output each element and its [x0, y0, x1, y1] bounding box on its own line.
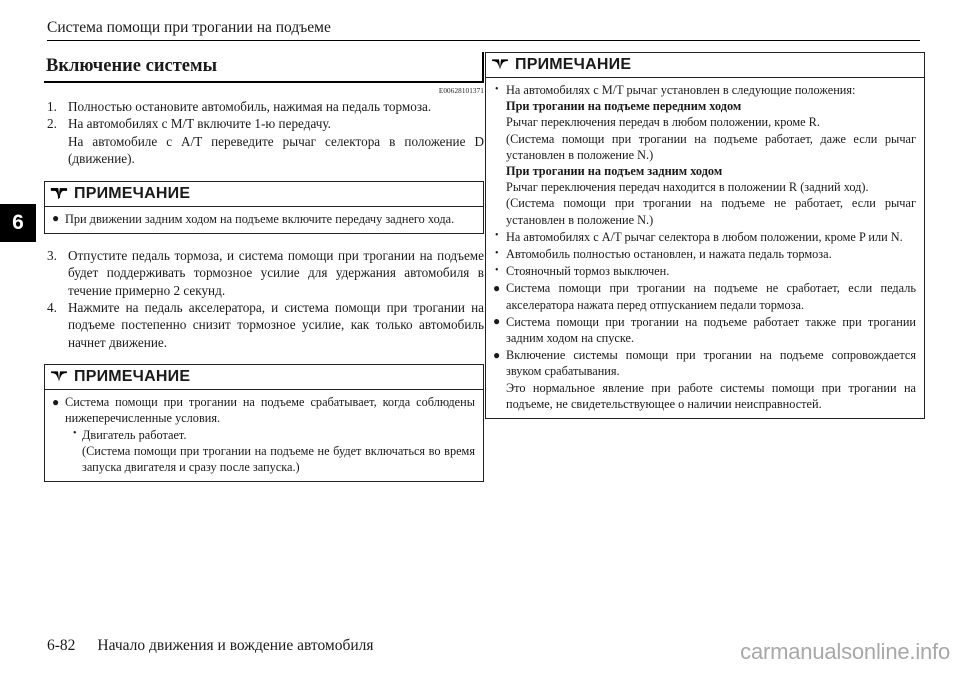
bullet-marker: ● [52, 394, 60, 409]
note-item-text-continued: Это нормальное явление при работе системы помощи при трогании на подъеме, не свидетельствующее о наличии неисправностей. [506, 380, 916, 411]
note-item-detail: Рычаг переключения передач находится в положении R (задний ход). [506, 180, 869, 195]
open-book-icon [50, 187, 68, 201]
steps-list-part-one [44, 98, 484, 168]
list-item [73, 427, 475, 476]
footer-page-number: 6-82 [47, 637, 76, 654]
step-number: 2. [47, 116, 57, 132]
note-item-text: Стояночный тормоз выключен. [506, 264, 670, 279]
note-box-body [45, 207, 483, 233]
left-column [44, 52, 484, 482]
note-item-text: Система помощи при трогании на подъеме не сработает, если педаль акселератора нажата перед отпусканием педали тормоза. [506, 281, 916, 312]
note-box-operating-conditions [485, 52, 925, 419]
running-header-title: Система помощи при трогании на подъеме [47, 19, 331, 36]
note-item-detail: (Система помощи при трогании на подъеме не работает, если рычаг установлен в положение N.) [506, 196, 916, 227]
bullet-marker: ● [52, 211, 60, 226]
right-column [485, 52, 925, 419]
note-item-subheading: При трогании на подъем задним ходом [506, 164, 723, 179]
step-text: Нажмите на педаль акселератора, и система помощи при трогании на подъеме постепенно снизит тормозное усилие, как только автомобиль начнет движение. [68, 300, 484, 350]
chapter-tab-marker [0, 204, 36, 242]
page-footer [47, 636, 374, 655]
list-item [44, 115, 484, 167]
note-item-text: На автомобилях с A/T рычаг селектора в любом положении, кроме P или N. [506, 229, 903, 244]
note-box-title: ПРИМЕЧАНИЕ [74, 184, 191, 202]
open-book-icon [50, 370, 68, 384]
note-item-text: Система помощи при трогании на подъеме работает также при трогании задним ходом на спуске. [506, 314, 916, 346]
list-item [492, 347, 916, 412]
note-box-body [486, 78, 924, 418]
bullet-marker: • [495, 230, 499, 242]
note-item-text: Включение системы помощи при трогании на подъеме сопровождается звуком срабатывания. [506, 348, 916, 379]
list-item [44, 299, 484, 351]
note-sub-item-list [65, 427, 475, 476]
footer-chapter-title: Начало движения и вождение автомобиля [97, 637, 374, 654]
note-item-text: Система помощи при трогании на подъеме срабатывает, когда соблюдены нижеперечисленные условия. [65, 395, 475, 426]
list-item [51, 211, 475, 227]
bullet-marker: • [495, 247, 499, 259]
step-text: Полностью остановите автомобиль, нажимая на педаль тормоза. [68, 99, 432, 114]
section-heading: Включение системы [46, 56, 218, 76]
section-heading-block [44, 52, 484, 83]
bullet-marker: ● [493, 347, 501, 362]
page-header [47, 18, 920, 41]
note-box-title-bar [486, 53, 924, 78]
open-book-icon [491, 58, 509, 72]
note-item-subheading: При трогании на подъеме передним ходом [506, 99, 742, 114]
spacer [44, 234, 484, 245]
note-sub-item-text: Двигатель работает. [82, 427, 187, 442]
step-number: 3. [47, 247, 57, 263]
note-box-reverse-gear [44, 181, 484, 234]
note-item-detail: Рычаг переключения передач в любом положении, кроме R. [506, 115, 820, 130]
note-sub-item-text-continued: (Система помощи при трогании на подъеме не будет включаться во время запуска двигателя и сразу после запуска.) [82, 443, 475, 475]
list-item [492, 280, 916, 312]
step-text-continued: На автомобиле с A/T переведите рычаг селектора в положение D (движение). [68, 133, 484, 167]
bullet-marker: • [495, 264, 499, 276]
step-number: 1. [47, 99, 57, 114]
bullet-marker: ● [493, 314, 501, 329]
note-item-text: На автомобилях с M/T рычаг установлен в следующие положения: [506, 83, 856, 97]
list-item [44, 247, 484, 299]
list-item [492, 246, 916, 262]
section-heading-horizontal-rule [44, 81, 484, 83]
note-box-title-bar [45, 365, 483, 390]
bullet-marker: • [495, 83, 499, 95]
note-box-title: ПРИМЕЧАНИЕ [515, 56, 632, 73]
list-item [492, 229, 916, 245]
list-item [492, 82, 916, 228]
note-item-detail: (Система помощи при трогании на подъеме работает, даже если рычаг установлен в положение N.) [506, 131, 916, 162]
section-reference-code: E00628101371 [438, 87, 484, 95]
note-item-list [51, 211, 475, 227]
note-item-list [492, 82, 916, 412]
step-number: 4. [47, 300, 57, 316]
note-box-conditions [44, 364, 484, 482]
note-box-body [45, 390, 483, 481]
list-item [492, 314, 916, 346]
note-item-list [51, 394, 475, 475]
watermark: carmanualsonline.info [740, 639, 950, 664]
step-text: На автомобилях с M/T включите 1-ю передачу. [68, 116, 331, 132]
note-item-text: При движении задним ходом на подъеме включите передачу заднего хода. [65, 211, 455, 226]
note-item-text: Автомобиль полностью остановлен, и нажата педаль тормоза. [506, 247, 832, 262]
steps-list-part-two [44, 247, 484, 351]
header-divider-rule [47, 40, 920, 41]
list-item [44, 98, 484, 115]
note-box-title-bar [45, 182, 483, 207]
bullet-marker: • [73, 427, 77, 439]
list-item [492, 263, 916, 279]
bullet-marker: ● [493, 280, 501, 295]
section-heading-vertical-rule [482, 52, 484, 81]
note-box-title: ПРИМЕЧАНИЕ [74, 368, 191, 386]
step-text: Отпустите педаль тормоза, и система помощи при трогании на подъеме будет поддерживать тормозное усилие для удержания автомобиля в течение примерно 2 секунд. [68, 247, 484, 298]
chapter-tab-number: 6 [12, 211, 24, 234]
list-item [51, 394, 475, 475]
